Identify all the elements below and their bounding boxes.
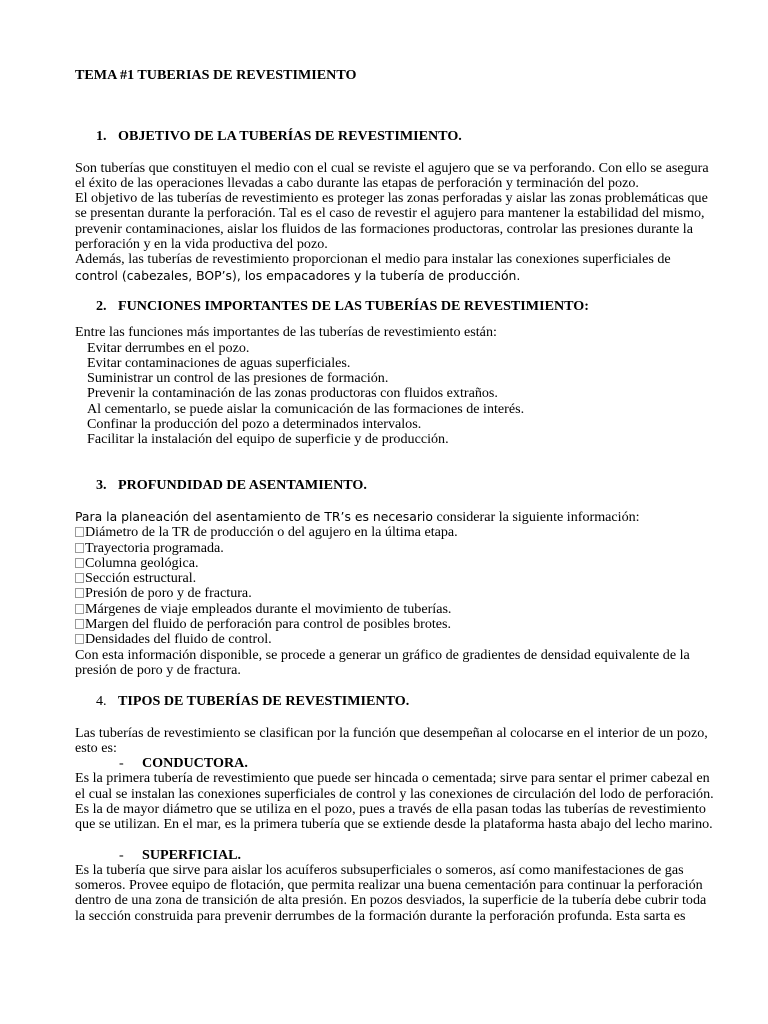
list-item: Sección estructural. xyxy=(75,571,715,586)
section-1-number: 1. xyxy=(96,128,107,145)
section-3-intro-sans: Para la planeación del asentamiento de TR’s es necesario xyxy=(75,508,433,524)
checkbox-glyph-icon xyxy=(75,604,84,614)
list-item: Diámetro de la TR de producción o del agujero en la última etapa. xyxy=(75,525,715,540)
checkbox-glyph-icon xyxy=(75,527,84,537)
section-2-number: 2. xyxy=(96,297,107,314)
subsection-superficial-text: Es la tubería que sirve para aislar los acuíferos subsuperficiales o someros, así como manifestaciones de gas someros. Provee equipo de flotación, que permita realizar una buena cementación para continuar la perforación dentro de una zona de transición de alta presión. En pozos desviados, la superficie de la tubería debe cubrir toda la sección construida para prevenir derrumbes de la formación durante la perforación profunda. Esta sarta es xyxy=(75,861,707,924)
section-3-list xyxy=(75,525,715,647)
section-3-title: PROFUNDIDAD DE ASENTAMIENTO. xyxy=(118,476,367,493)
section-3-intro xyxy=(75,509,715,525)
section-3-number: 3. xyxy=(96,476,107,493)
section-1-paragraph-3 xyxy=(75,252,715,284)
subsection-conductora-heading: - CONDUCTORA. xyxy=(119,755,248,772)
section-1-title: OBJETIVO DE LA TUBERÍAS DE REVESTIMIENTO. xyxy=(118,128,462,145)
checkbox-glyph-icon xyxy=(75,558,84,568)
list-item: Margen del fluido de perforación para control de posibles brotes. xyxy=(75,617,715,632)
list-item: Márgenes de viaje empleados durante el movimiento de tuberías. xyxy=(75,602,715,617)
list-item: Evitar derrumbes en el pozo. xyxy=(87,339,250,356)
list-item: Evitar contaminaciones de aguas superficiales. xyxy=(87,354,351,371)
checkbox-glyph-icon xyxy=(75,588,84,598)
list-item: Facilitar la instalación del equipo de superficie y de producción. xyxy=(87,431,449,448)
list-item: Presión de poro y de fractura. xyxy=(75,586,715,601)
section-4-number: 4. xyxy=(96,693,107,710)
document-page xyxy=(75,68,715,924)
section-2-intro: Entre las funciones más importantes de las tuberías de revestimiento están: xyxy=(75,324,497,341)
dash-marker: - xyxy=(119,846,124,863)
list-item: Suministrar un control de las presiones de formación. xyxy=(87,370,389,387)
checkbox-glyph-icon xyxy=(75,634,84,644)
checkbox-glyph-icon xyxy=(75,543,84,553)
section-2-heading xyxy=(75,299,715,314)
section-3-heading xyxy=(75,478,715,493)
checkbox-glyph-icon xyxy=(75,573,84,583)
section-4-heading xyxy=(75,694,715,709)
subsection-conductora-text: Es la primera tubería de revestimiento que puede ser hincada o cementada; sirve para sentar el primer cabezal en el cual se instalan las conexiones superficiales de control y las conexiones de circulación del lodo de perforación. Es la de mayor diámetro que se utiliza en el pozo, pues a través de ella pasan todas las tuberías de revestimiento que se utilizan. En el mar, es la primera tubería que se extiende desde la plataforma hasta abajo del lecho marino. xyxy=(75,770,714,833)
document-title: TEMA #1 TUBERIAS DE REVESTIMIENTO xyxy=(75,67,357,83)
list-item: Densidades del fluido de control. xyxy=(75,632,715,647)
section-1-paragraph-2: El objetivo de las tuberías de revestimiento es proteger las zonas perforadas y aislar las zonas problemáticas que se presentan durante la perforación. Tal es el caso de revestir el agujero para mantener la estabilidad del mismo, prevenir contaminaciones, aislar los fluidos de las formaciones productoras, controlar las presiones durante la perforación y en la vida productiva del pozo. xyxy=(75,190,708,253)
section-1-paragraph-3-serif: Además, las tuberías de revestimiento proporcionan el medio para instalar las conexiones superficiales de xyxy=(75,251,671,268)
section-2-title: FUNCIONES IMPORTANTES DE LAS TUBERÍAS DE REVESTIMIENTO: xyxy=(118,297,589,314)
section-1-paragraph-1: Son tuberías que constituyen el medio con el cual se reviste el agujero que se va perforando. Con ello se asegura el éxito de las operaciones llevadas a cabo durante las etapas de perforación y terminación del pozo. xyxy=(75,159,709,191)
list-item: Al cementarlo, se puede aislar la comunicación de las formaciones de interés. xyxy=(87,400,525,417)
section-2-list xyxy=(75,341,715,448)
subsection-superficial-heading: - SUPERFICIAL. xyxy=(119,846,242,863)
section-3-intro-serif: considerar la siguiente información: xyxy=(432,508,640,525)
section-1-heading xyxy=(75,129,715,144)
list-item: Trayectoria programada. xyxy=(75,541,715,556)
checkbox-glyph-icon xyxy=(75,619,84,629)
section-1-paragraph-3-sans: control (cabezales, BOP’s), los empacadores y la tubería de producción. xyxy=(75,267,521,283)
list-item: Prevenir la contaminación de las zonas productoras con fluidos extraños. xyxy=(87,385,498,402)
list-item: Confinar la producción del pozo a determinados intervalos. xyxy=(87,416,422,433)
dash-marker: - xyxy=(119,755,124,772)
section-3-closing: Con esta información disponible, se procede a generar un gráfico de gradientes de densidad equivalente de la presión de poro y de fractura. xyxy=(75,646,690,678)
section-4-intro: Las tuberías de revestimiento se clasifican por la función que desempeñan al colocarse en el interior de un pozo, esto es: xyxy=(75,724,708,756)
section-4-title: TIPOS DE TUBERÍAS DE REVESTIMIENTO. xyxy=(118,693,410,710)
list-item: Columna geológica. xyxy=(75,556,715,571)
